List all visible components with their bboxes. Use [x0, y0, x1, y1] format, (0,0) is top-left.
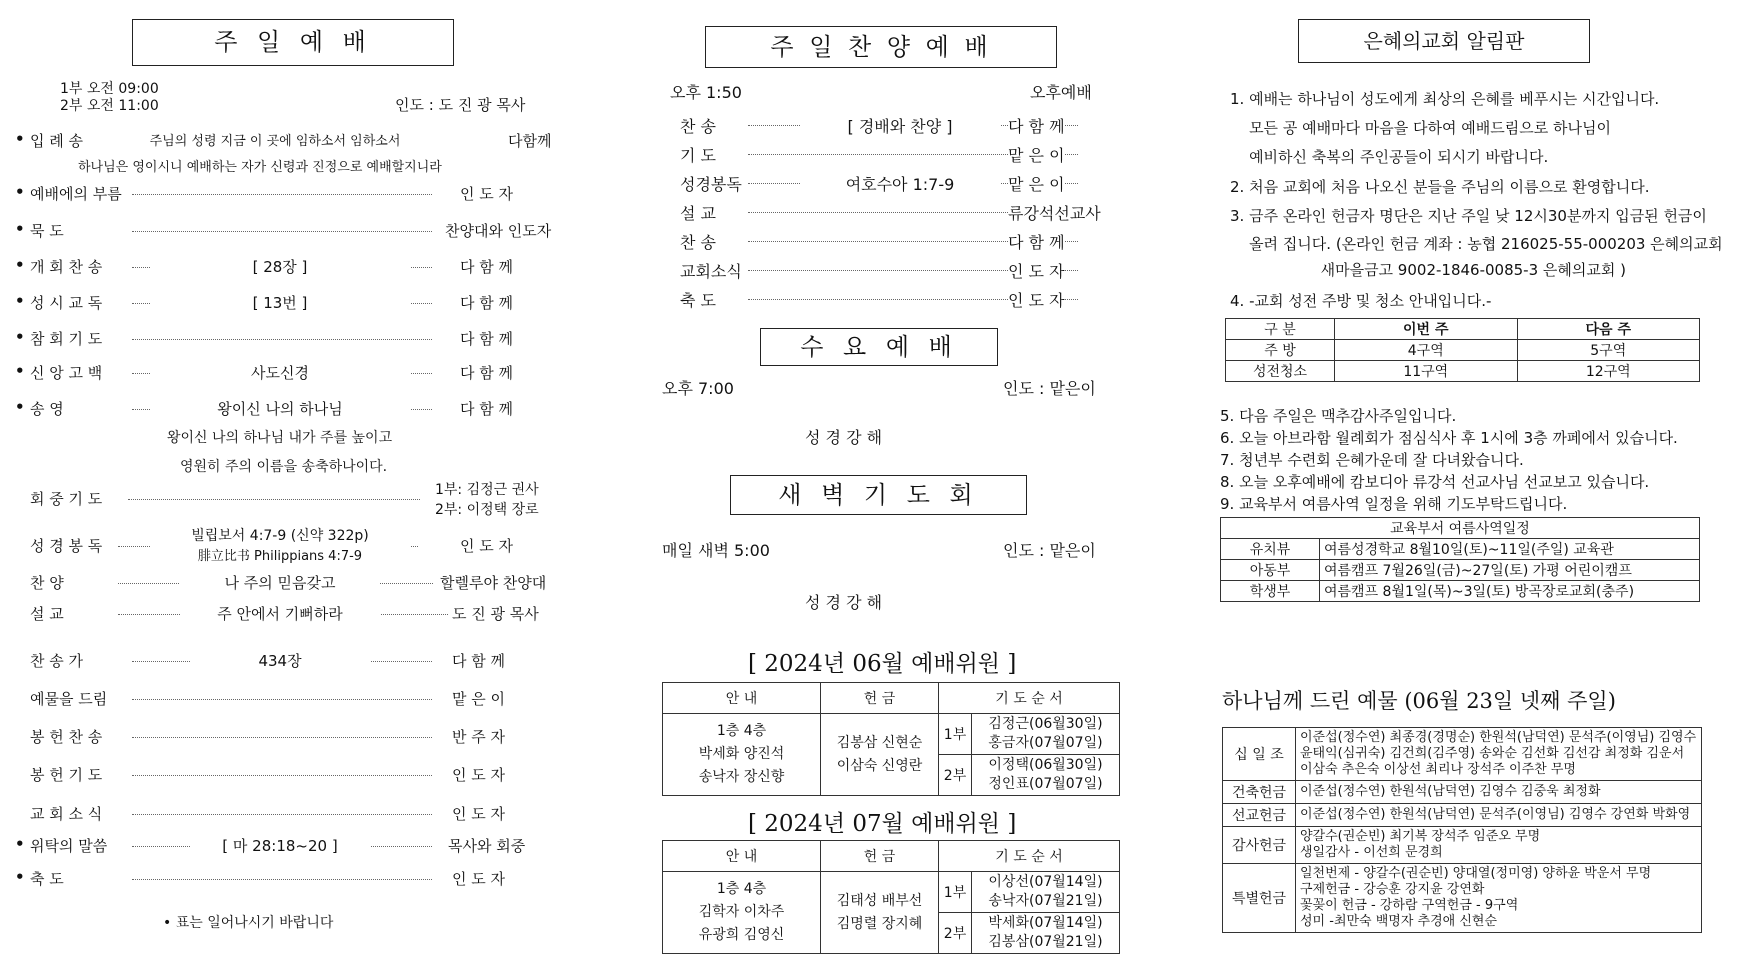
order-row — [0, 868, 580, 892]
praise-order-row — [580, 259, 1160, 283]
prayer-part: 1부 — [939, 714, 972, 755]
prayer-name: 이정택(06월30일) — [988, 757, 1103, 773]
order-right: 다 함 께 — [460, 258, 514, 276]
offering-category: 십 일 조 — [1223, 728, 1296, 781]
offering-name-line: 이준섭(정수연) 최종경(경명순) 한원석(남덕연) 문석주(이영님) 김영수 — [1300, 730, 1697, 745]
prayer-name: 김정근(06월30일) — [988, 716, 1103, 732]
standing-mark: • — [15, 835, 25, 853]
offering-cell — [821, 872, 939, 954]
prayer-name: 이상선(07월14일) — [988, 874, 1103, 890]
committee-table — [662, 840, 1120, 954]
notice-line: 4. -교회 성전 주방 및 청소 안내입니다.- — [1230, 292, 1492, 310]
praise-label: 찬 송 — [680, 117, 716, 136]
praise-right: 류강석선교사 — [1008, 201, 1101, 224]
notice-line: 1. 예배는 하나님이 성도에게 최상의 은혜를 베푸시는 시간입니다. — [1230, 90, 1660, 108]
offering-row — [1223, 804, 1702, 827]
praise-order-row — [580, 114, 1160, 138]
notice-line: 2. 처음 교회에 처음 나오신 분들을 주님의 이름으로 환영합니다. — [1230, 178, 1650, 196]
prayer-name: 홍금자(07월07일) — [988, 735, 1103, 751]
offering-row — [1223, 728, 1702, 781]
prayer-part2: 2부: 이정택 장로 — [435, 502, 539, 518]
sunday-leader: 인도 : 도 진 광 목사 — [395, 96, 526, 114]
anthem-right: 할렐루야 찬양대 — [440, 574, 547, 592]
offering-line: 이삼숙 신영란 — [836, 757, 923, 774]
song-line-1: 왕이신 나의 하나님 내가 주를 높이고 — [167, 430, 393, 446]
standing-mark: • — [15, 256, 25, 274]
praise-right: 다 함 께 — [1008, 114, 1065, 137]
summer-detail: 여름성경학교 8월10일(토)~11일(주일) 교육관 — [1320, 539, 1700, 560]
notice-title-text: 은혜의교회 알림판 — [1363, 29, 1525, 53]
order-right: 다함께 — [508, 132, 552, 150]
cleaning-cell: 4구역 — [1335, 340, 1518, 361]
wednesday-content: 성 경 강 해 — [805, 428, 883, 447]
wednesday-title — [760, 328, 998, 366]
praise-label: 기 도 — [680, 146, 716, 165]
offering-category: 특별헌금 — [1223, 864, 1296, 933]
notice-line: 모든 공 예배마다 마음을 다하여 예배드림으로 하나님이 — [1230, 119, 1611, 137]
cleaning-cell: 12구역 — [1517, 361, 1700, 382]
dawn-time: 매일 새벽 5:00 — [662, 541, 770, 560]
notice-line: 9. 교육부서 여름사역 일정을 위해 기도부탁드립니다. — [1220, 495, 1568, 513]
praise-label: 설 교 — [680, 204, 716, 223]
offering-list-table — [1222, 727, 1702, 933]
cleaning-header-row — [1226, 319, 1700, 340]
prayer-label: 회 중 기 도 — [30, 490, 103, 508]
prayer-part: 2부 — [939, 755, 972, 796]
order-right: 찬양대와 인도자 — [445, 222, 552, 240]
praise-right: 인 도 자 — [1008, 288, 1065, 311]
offering-names — [1296, 804, 1702, 827]
order-row — [0, 130, 580, 154]
order-content: [ 13번 ] — [150, 292, 410, 313]
praise-order-row — [580, 288, 1160, 312]
order-row — [0, 398, 580, 422]
praise-order-row — [580, 143, 1160, 167]
order-label: 입 례 송 — [30, 132, 84, 150]
order-content: 주님의 성령 지금 이 곳에 임하소서 임하소서 — [125, 130, 425, 149]
notice-board-title — [1298, 19, 1590, 63]
standing-footnote: • 표는 일어나시기 바랍니다 — [163, 915, 334, 931]
anthem-title: 나 주의 믿음갖고 — [180, 572, 380, 593]
committee-header: 헌 금 — [821, 841, 939, 872]
standing-mark: • — [15, 328, 25, 346]
cleaning-cell: 주 방 — [1226, 340, 1335, 361]
notice-column — [1160, 0, 1740, 971]
sunday-worship-title — [132, 19, 454, 66]
offering-category: 감사헌금 — [1223, 827, 1296, 864]
order-label: 봉 헌 찬 송 — [30, 728, 103, 746]
sermon-row — [0, 603, 580, 627]
notice-line: 3. 금주 온라인 헌금자 명단은 지난 주일 낮 12시30분까지 입금된 헌금이 — [1230, 207, 1707, 225]
june-committee-title: [ 2024년 06월 예배위원 ] — [748, 651, 1017, 677]
notice-line: 6. 오늘 아브라함 월례회가 점심식사 후 1시에 3층 까페에서 있습니다. — [1220, 429, 1678, 447]
order-content: 434장 — [190, 650, 370, 671]
summer-row — [1221, 539, 1700, 560]
praise-order-row — [580, 230, 1160, 254]
dawn-leader: 인도 : 맡은이 — [1003, 541, 1096, 560]
order-label: 교 회 소 식 — [30, 805, 103, 823]
committee-row — [663, 714, 1120, 755]
wednesday-leader: 인도 : 맡은이 — [1003, 379, 1096, 398]
wednesday-time: 오후 7:00 — [662, 379, 734, 398]
notice-line: 새마을금고 9002-1846-0085-3 은혜의교회 ) — [1230, 261, 1626, 279]
notice-line: 5. 다음 주일은 맥추감사주일입니다. — [1220, 407, 1457, 425]
wednesday-title-text: 수 요 예 배 — [800, 333, 958, 361]
offering-names — [1296, 827, 1702, 864]
july-committee-title: [ 2024년 07월 예배위원 ] — [748, 811, 1017, 837]
offering-name-line: 꽃꽂이 헌금 - 강하람 구역헌금 - 9구역 — [1300, 898, 1519, 913]
order-right: 다 함 께 — [460, 294, 514, 312]
prayer-names — [972, 913, 1120, 954]
notice-line: 8. 오늘 오후예배에 캄보디아 류강석 선교사님 선교보고 있습니다. — [1220, 473, 1650, 491]
order-right: 반 주 자 — [452, 728, 506, 746]
dawn-title-text: 새 벽 기 도 회 — [778, 481, 979, 509]
offering-row — [1223, 827, 1702, 864]
order-right: 인 도 자 — [460, 185, 514, 203]
praise-right: 맡 은 이 — [1008, 172, 1065, 195]
reading-ref-alt: 腓立比书 Philippians 4:7-9 — [150, 545, 410, 564]
order-row — [0, 764, 580, 788]
cleaning-cell: 성전청소 — [1226, 361, 1335, 382]
dawn-content: 성 경 강 해 — [805, 593, 883, 612]
offering-name-line: 이준섭(정수연) 한원석(남덕연) 김영수 김중욱 최정화 — [1300, 784, 1601, 799]
order-row — [0, 362, 580, 386]
summer-detail: 여름캠프 7월26일(금)~27일(토) 가평 어린이캠프 — [1320, 560, 1700, 581]
order-right: 다 함 께 — [460, 330, 514, 348]
standing-mark: • — [15, 292, 25, 310]
offering-line: 김태성 배부선 — [836, 892, 923, 909]
praise-content: [ 경배와 찬양 ] — [800, 114, 1000, 137]
order-content: [ 28장 ] — [150, 256, 410, 277]
order-row — [0, 220, 580, 244]
notice-line: 7. 청년부 수련회 은혜가운데 잘 다녀왔습니다. — [1220, 451, 1524, 469]
notice-line: 올려 집니다. (온라인 헌금 계좌 : 농협 216025-55-000203 은혜의교회 — [1230, 235, 1723, 253]
praise-order-row — [580, 172, 1160, 196]
order-label: 참 회 기 도 — [30, 330, 103, 348]
order-label: 위탁의 말씀 — [30, 837, 108, 855]
sermon-title: 주 안에서 기뻐하라 — [180, 603, 380, 624]
order-label: 송 영 — [30, 400, 64, 418]
standing-mark: • — [15, 398, 25, 416]
cleaning-row — [1226, 361, 1700, 382]
standing-mark: • — [15, 868, 25, 886]
praise-order-row — [580, 201, 1160, 225]
prayer-names — [972, 714, 1120, 755]
cleaning-cell: 5구역 — [1517, 340, 1700, 361]
order-right: 맡 은 이 — [452, 690, 506, 708]
intro-verse: 하나님은 영이시니 예배하는 자가 신령과 진정으로 예배할지니라 — [78, 160, 442, 175]
offering-names — [1296, 728, 1702, 781]
order-label: 묵 도 — [30, 222, 64, 240]
order-row — [0, 256, 580, 280]
offering-row — [1223, 781, 1702, 804]
offering-line: 김명렬 장지혜 — [836, 915, 923, 932]
praise-content: 여호수아 1:7-9 — [800, 172, 1000, 195]
summer-schedule-title: 교육부서 여름사역일정 — [1221, 518, 1700, 539]
praise-right: 맡 은 이 — [1008, 143, 1065, 166]
offering-name-line: 양갈수(권순빈) 최기복 장석주 임준오 무명 — [1300, 829, 1541, 844]
order-label: 봉 헌 기 도 — [30, 766, 103, 784]
usher-line: 박세화 양진석 — [698, 746, 785, 762]
offering-list-title: 하나님께 드린 예물 (06월 23일 넷째 주일) — [1222, 689, 1616, 713]
order-row — [0, 803, 580, 827]
prayer-part: 2부 — [939, 913, 972, 954]
prayer-part: 1부 — [939, 872, 972, 913]
offering-row — [1223, 864, 1702, 933]
order-right: 다 함 께 — [452, 652, 506, 670]
cleaning-header: 구 분 — [1226, 319, 1335, 340]
order-label: 예배에의 부름 — [30, 185, 122, 203]
usher-line: 유광희 김영신 — [698, 927, 785, 943]
congregational-prayer-row — [0, 482, 580, 518]
summer-title-row — [1221, 518, 1700, 539]
scripture-reading-row — [0, 528, 580, 564]
reading-right: 인 도 자 — [460, 537, 514, 555]
prayer-name: 정인표(07월07일) — [988, 776, 1103, 792]
usher-line: 1층 4층 — [716, 881, 767, 897]
committee-table — [662, 682, 1120, 796]
sunday-worship-column — [0, 0, 580, 971]
offering-names — [1296, 781, 1702, 804]
offering-category: 건축헌금 — [1223, 781, 1296, 804]
summer-schedule-table — [1220, 517, 1700, 602]
offering-name-line: 성미 -최만숙 백명자 추경애 신현순 — [1300, 914, 1498, 929]
offering-name-line: 이삼숙 추은숙 이상선 최리나 장석주 이주찬 무명 — [1300, 762, 1576, 777]
anthem-row — [0, 572, 580, 596]
standing-mark: • — [15, 362, 25, 380]
offering-cell — [821, 714, 939, 796]
order-right: 인 도 자 — [452, 766, 506, 784]
summer-detail: 여름캠프 8월1일(목)~3일(토) 방곡장로교회(충주) — [1320, 581, 1700, 602]
dawn-title — [730, 475, 1027, 515]
reading-ref: 빌립보서 4:7-9 (신약 322p) — [150, 525, 410, 545]
usher-line: 송낙자 장신향 — [698, 769, 785, 785]
order-right: 인 도 자 — [452, 805, 506, 823]
order-row — [0, 688, 580, 712]
prayer-names — [972, 872, 1120, 913]
order-right: 목사와 회중 — [448, 837, 526, 855]
prayer-name: 송낙자(07월21일) — [988, 893, 1103, 909]
order-content: 왕이신 나의 하나님 — [150, 398, 410, 419]
anthem-label: 찬 양 — [30, 574, 64, 592]
cleaning-header: 이번 주 — [1335, 319, 1518, 340]
prayer-name: 김봉삼(07월21일) — [988, 934, 1103, 950]
service-time-1: 1부 오전 09:00 — [60, 81, 159, 97]
order-right: 다 함 께 — [460, 364, 514, 382]
praise-right: 다 함 께 — [1008, 230, 1065, 253]
summer-row — [1221, 581, 1700, 602]
offering-line: 김봉삼 신현순 — [836, 734, 923, 751]
praise-label: 교회소식 — [680, 262, 742, 281]
order-row — [0, 328, 580, 352]
order-row — [0, 650, 580, 674]
offering-name-line: 이준섭(정수연) 한원석(남덕연) 문석주(이영님) 김영수 강연화 박화영 — [1300, 807, 1691, 822]
sermon-right: 도 진 광 목사 — [452, 605, 539, 623]
standing-mark: • — [15, 220, 25, 238]
committee-header-row — [663, 841, 1120, 872]
committee-header: 안 내 — [663, 841, 821, 872]
cleaning-table — [1225, 318, 1700, 382]
june-committee-table — [662, 682, 1120, 796]
offering-name-line: 일천번제 - 양갈수(권순빈) 양대열(정미영) 양하윤 박운서 무명 — [1300, 866, 1652, 881]
offering-names — [1296, 864, 1702, 933]
standing-mark: • — [15, 183, 25, 201]
committee-row — [663, 872, 1120, 913]
order-label: 축 도 — [30, 870, 64, 888]
prayer-part1: 1부: 김정근 권사 — [435, 482, 539, 498]
order-right: 인 도 자 — [452, 870, 506, 888]
order-content: [ 마 28:18~20 ] — [190, 835, 370, 856]
order-label: 성 시 교 독 — [30, 294, 103, 312]
committee-header: 헌 금 — [821, 683, 939, 714]
usher-cell — [663, 872, 821, 954]
order-row — [0, 183, 580, 207]
committee-header: 기 도 순 서 — [939, 683, 1120, 714]
order-label: 예물을 드림 — [30, 690, 108, 708]
praise-label: 찬 송 — [680, 233, 716, 252]
prayer-names — [972, 755, 1120, 796]
committee-header: 기 도 순 서 — [939, 841, 1120, 872]
praise-kind: 오후예배 — [1030, 83, 1092, 102]
committee-header-row — [663, 683, 1120, 714]
committee-header: 안 내 — [663, 683, 821, 714]
summer-dept: 아동부 — [1221, 560, 1320, 581]
service-time-2: 2부 오전 11:00 — [60, 98, 159, 114]
praise-label: 축 도 — [680, 291, 716, 310]
praise-worship-title — [705, 26, 1057, 68]
order-row — [0, 726, 580, 750]
usher-cell — [663, 714, 821, 796]
order-label: 신 앙 고 백 — [30, 364, 103, 382]
praise-time: 오후 1:50 — [670, 83, 742, 102]
offering-name-line: 구제헌금 - 강승훈 강지윤 강연화 — [1300, 882, 1485, 897]
sermon-label: 설 교 — [30, 605, 64, 623]
cleaning-header: 다음 주 — [1517, 319, 1700, 340]
standing-mark: • — [15, 130, 25, 148]
order-row — [0, 835, 580, 859]
praise-label: 성경봉독 — [680, 175, 742, 194]
offering-table — [1222, 727, 1702, 933]
order-right: 다 함 께 — [460, 400, 514, 418]
offering-name-line: 윤태익(심귀숙) 김건희(김주영) 송와순 김선화 김선감 최정화 김운서 — [1300, 746, 1685, 761]
afternoon-column — [580, 0, 1160, 971]
sunday-title-text: 주 일 예 배 — [214, 28, 372, 56]
notice-line: 예비하신 축복의 주인공들이 되시기 바랍니다. — [1230, 148, 1549, 166]
order-content: 사도신경 — [150, 362, 410, 383]
prayer-name: 박세화(07월14일) — [988, 915, 1103, 931]
usher-line: 1층 4층 — [716, 723, 767, 739]
summer-row — [1221, 560, 1700, 581]
usher-line: 김학자 이차주 — [698, 904, 785, 920]
order-label: 개 회 찬 송 — [30, 258, 103, 276]
order-row — [0, 292, 580, 316]
reading-label: 성 경 봉 독 — [30, 537, 103, 555]
summer-dept: 학생부 — [1221, 581, 1320, 602]
cleaning-cell: 11구역 — [1335, 361, 1518, 382]
song-line-2: 영원히 주의 이름을 송축하나이다. — [180, 459, 388, 475]
summer-dept: 유치뷰 — [1221, 539, 1320, 560]
offering-category: 선교헌금 — [1223, 804, 1296, 827]
july-committee-table — [662, 840, 1120, 954]
cleaning-row — [1226, 340, 1700, 361]
praise-right: 인 도 자 — [1008, 259, 1065, 282]
praise-title-text: 주 일 찬 양 예 배 — [770, 33, 992, 61]
order-label: 찬 송 가 — [30, 652, 84, 670]
offering-name-line: 생일감사 - 이선희 문경희 — [1300, 845, 1443, 860]
